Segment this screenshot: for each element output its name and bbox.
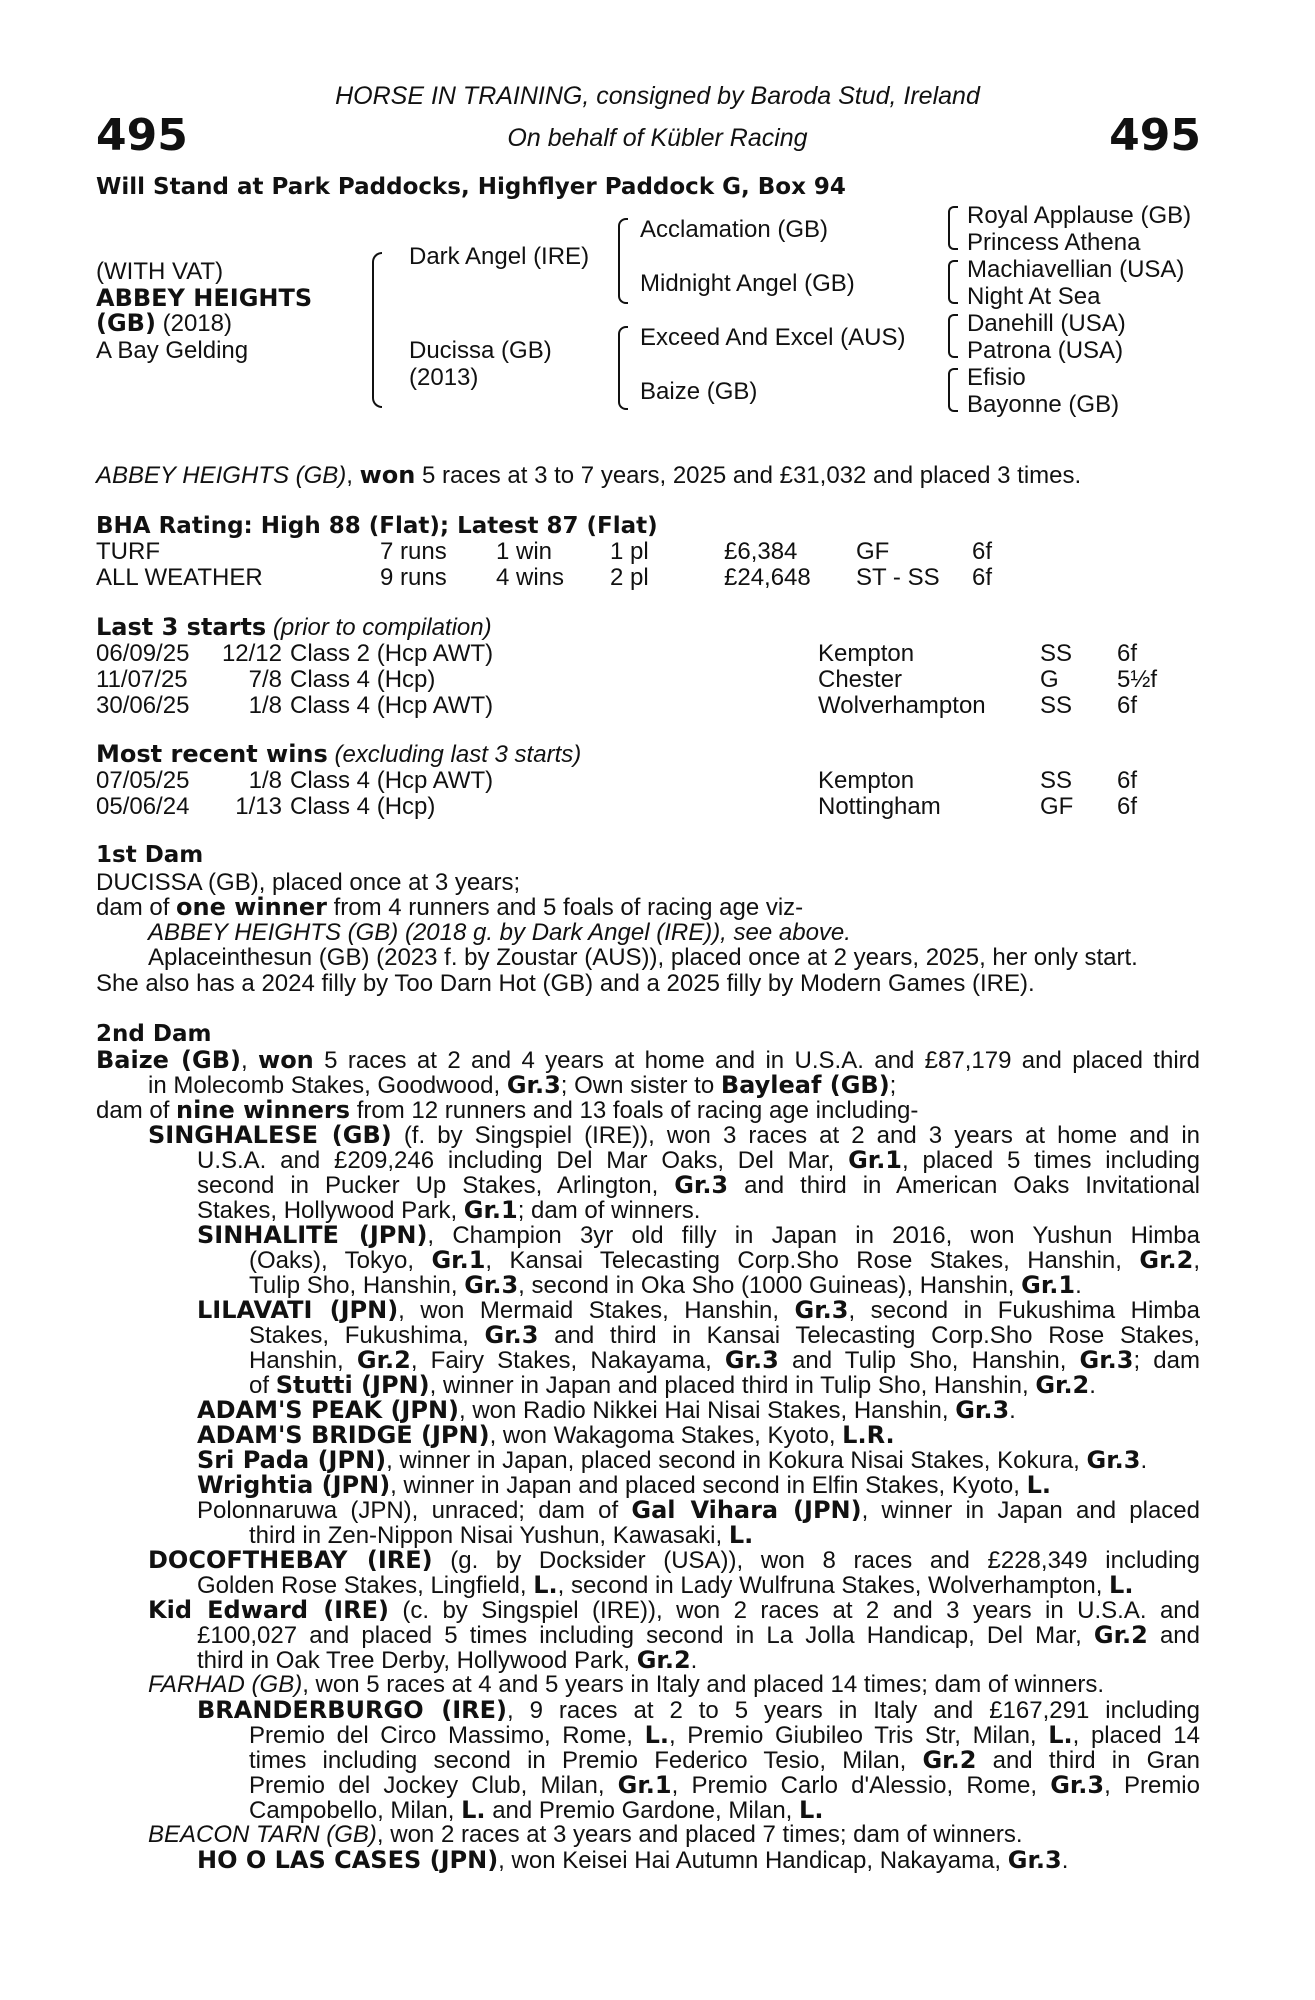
- lil18: Gr.2: [1035, 1371, 1090, 1399]
- ho2: , won Keisei Hai Autumn Handicap, Nakayama,: [498, 1847, 1008, 1874]
- pedigree-ssd: Princess Athena: [967, 229, 1141, 256]
- adams-bridge-line: [197, 1422, 895, 1449]
- pedigree-brace-ds: [948, 314, 958, 358]
- sinhalite-line1: [197, 1222, 1200, 1249]
- pedigree-dam-sire: Exceed And Excel (AUS): [640, 324, 906, 351]
- pedigree-brace-ss: [948, 206, 958, 250]
- sri-pada-name: Sri Pada (JPN): [197, 1446, 387, 1474]
- lil8: Hanshin,: [249, 1347, 357, 1374]
- race-summary: ABBEY HEIGHTS (GB), won 5 races at 3 to 7 years, 2025 and £31,032 and placed 3 times.: [96, 461, 1082, 489]
- bha-wins-cell: 1 win: [496, 538, 553, 565]
- bha-runs-cell: 7 runs: [380, 538, 447, 565]
- bha-dist-cell: 6f: [972, 538, 993, 565]
- lilavati-line1: [197, 1297, 1200, 1324]
- farhad-line: [148, 1672, 1104, 1698]
- pedigree-brace-sd: [948, 260, 958, 304]
- kid8: .: [690, 1647, 698, 1674]
- last3-date-cell: 11/07/25: [96, 666, 188, 693]
- sinh9: Gr.3: [464, 1271, 519, 1299]
- dam2-b3: ; Own sister to: [560, 1072, 721, 1099]
- last3-pos-cell: 7/8: [248, 666, 282, 693]
- dam2-line-a: [96, 1047, 1200, 1074]
- pedigree-brace-dd: [948, 368, 958, 412]
- sinhalite-line2: [249, 1247, 1200, 1274]
- kid-edward-line2: [197, 1622, 1200, 1649]
- dam1-line3: ABBEY HEIGHTS (GB) (2018 g. by Dark Angel (IRE)), see above.: [148, 919, 851, 946]
- br12: Gr.1: [617, 1771, 672, 1799]
- branderburgo-line5: [249, 1797, 823, 1824]
- recent-course-cell: Nottingham: [818, 793, 941, 820]
- kid-edward-line1: [148, 1597, 1200, 1624]
- br5: , Premio Giubileo Tris Str, Milan,: [669, 1722, 1049, 1749]
- recent-cls-cell: Class 4 (Hcp): [290, 793, 436, 820]
- lil5: Stakes, Fukushima,: [249, 1322, 485, 1349]
- ho-o-las-cases-line: [197, 1847, 1068, 1874]
- ap4: .: [1009, 1397, 1016, 1424]
- bha-wins-cell: 4 wins: [496, 564, 565, 591]
- sing5: , placed 5 times including: [902, 1147, 1200, 1174]
- summary-horse-name: ABBEY HEIGHTS (GB): [96, 462, 347, 489]
- lil10: , Fairy Stakes, Nakayama,: [410, 1347, 725, 1374]
- sinh10: , second in Oka Sho (1000 Guineas), Hanshin,: [518, 1272, 1022, 1299]
- bha-dist-cell: 6f: [972, 564, 993, 591]
- dam2-b2: Gr.3: [506, 1071, 561, 1099]
- last3-course-cell: Wolverhampton: [818, 692, 986, 719]
- po5: L.: [728, 1521, 754, 1549]
- recent-pos-cell: 1/13: [235, 793, 282, 820]
- horse-year: (2018): [155, 310, 232, 337]
- bha-money-cell: £6,384: [724, 538, 798, 565]
- recent-date-cell: 07/05/25: [96, 767, 190, 794]
- pedigree-brace-sire: [618, 218, 628, 304]
- lil9: Gr.2: [356, 1346, 411, 1374]
- dam2-a2: ,: [240, 1047, 259, 1074]
- br17: L.: [461, 1796, 486, 1824]
- sinh11: Gr.1: [1021, 1271, 1076, 1299]
- branderburgo-line3: [249, 1747, 1200, 1774]
- br19: L.: [799, 1796, 824, 1824]
- kid2: (c. by Singspiel (IRE)), won 2 races at 2 and 3 years in U.S.A. and: [388, 1597, 1200, 1624]
- sp2: , winner in Japan, placed second in Kokura Nisai Stakes, Kokura,: [386, 1447, 1087, 1474]
- lilavati-line4: [249, 1372, 1096, 1399]
- pedigree-brace-main: [372, 252, 382, 408]
- singhalese-line1: [148, 1122, 1200, 1149]
- kid3: £100,027 and placed 5 times including second in La Jolla Handicap, Del Mar,: [197, 1622, 1094, 1649]
- dam2-line-c: [96, 1097, 918, 1124]
- dam1-winners: one winner: [176, 893, 327, 921]
- po1: Polonnaruwa (JPN), unraced; dam of: [197, 1497, 632, 1524]
- br11: Premio del Jockey Club, Milan,: [249, 1772, 618, 1799]
- doc3: Golden Rose Stakes, Lingfield,: [197, 1572, 534, 1599]
- last3-going-cell: SS: [1040, 640, 1073, 667]
- wr3: L.: [1026, 1471, 1051, 1499]
- last3-cls-cell: Class 4 (Hcp): [290, 666, 436, 693]
- recent-dist-cell: 6f: [1117, 793, 1138, 820]
- bha-going-cell: ST - SS: [856, 564, 940, 591]
- wrightia-line: [197, 1472, 1051, 1499]
- recent-title: Most recent wins: [96, 740, 328, 768]
- lil19: .: [1089, 1372, 1096, 1399]
- stutti-name: Stutti (JPN): [275, 1371, 430, 1399]
- pedigree-sire: Dark Angel (IRE): [409, 243, 590, 270]
- sing11: ; dam of winners.: [517, 1197, 701, 1224]
- pedigree-dss: Danehill (USA): [967, 310, 1126, 337]
- sinh8: Tulip Sho, Hanshin,: [249, 1272, 465, 1299]
- br7: , placed 14: [1072, 1722, 1200, 1749]
- consignor-line: HORSE IN TRAINING, consigned by Baroda Stud, Ireland: [335, 82, 980, 110]
- dam2-c3: from 12 runners and 13 foals of racing age including-: [350, 1097, 919, 1124]
- gal-vihara-name: Gal Vihara (JPN): [631, 1496, 862, 1524]
- lil12: and Tulip Sho, Hanshin,: [778, 1347, 1080, 1374]
- last3-dist-cell: 6f: [1117, 692, 1138, 719]
- last3-date-cell: 30/06/25: [96, 692, 190, 719]
- last3-course-cell: Chester: [818, 666, 903, 693]
- sing2: (f. by Singspiel (IRE)), won 3 races at 2 and 3 years at home and in: [391, 1122, 1201, 1149]
- sp4: .: [1140, 1447, 1148, 1474]
- ho3: Gr.3: [1007, 1846, 1062, 1874]
- bha-pl-cell: 2 pl: [610, 564, 649, 591]
- last3-pos-cell: 12/12: [221, 640, 282, 667]
- dam1-title: 1st Dam: [96, 842, 204, 868]
- pedigree-sdd: Night At Sea: [967, 283, 1101, 310]
- horse-name: ABBEY HEIGHTS: [96, 284, 313, 312]
- dam1-l2a: dam of: [96, 894, 177, 921]
- dam2-a4: 5 races at 2 and 4 years at home and in U.S.A. and £87,179 and placed third: [313, 1047, 1200, 1074]
- lil6: Gr.3: [484, 1321, 539, 1349]
- docofthebay-line2: [197, 1572, 1133, 1599]
- summary-won: won: [359, 461, 416, 489]
- kid4: Gr.2: [1093, 1621, 1148, 1649]
- dam1-line4: Aplaceinthesun (GB) (2023 f. by Zoustar (AUS)), placed once at 2 years, 2025, her only start.: [148, 944, 1138, 971]
- wrightia-name: Wrightia (JPN): [197, 1471, 391, 1499]
- last3-dist-cell: 5½f: [1117, 666, 1158, 693]
- adams-peak-name: ADAM'S PEAK (JPN): [197, 1396, 459, 1424]
- bha-pl-cell: 1 pl: [610, 538, 649, 565]
- dam2-nine-winners: nine winners: [176, 1096, 351, 1124]
- sing6: second in Pucker Up Stakes, Arlington,: [197, 1172, 675, 1199]
- br14: Gr.3: [1050, 1771, 1105, 1799]
- last3-title: Last 3 starts: [96, 613, 267, 641]
- pedigree-dam: Ducissa (GB): [409, 337, 552, 364]
- singhalese-line3: [197, 1172, 1200, 1199]
- bha-rating-title: BHA Rating: High 88 (Flat); Latest 87 (Flat): [96, 513, 658, 539]
- pedigree-dam-year: (2013): [409, 364, 479, 391]
- sinh4: Gr.1: [431, 1246, 486, 1274]
- dam2-title: 2nd Dam: [96, 1021, 212, 1047]
- singhalese-name: SINGHALESE (GB): [148, 1121, 392, 1149]
- wr2: , winner in Japan and placed second in Elfin Stakes, Kyoto,: [390, 1472, 1027, 1499]
- docofthebay-line1: [148, 1547, 1200, 1574]
- sinh5: , Kansai Telecasting Corp.Sho Rose Stakes, Hanshin,: [485, 1247, 1140, 1274]
- br8: times including second in Premio Federico Tesio, Milan,: [249, 1747, 923, 1774]
- doc4: L.: [533, 1571, 558, 1599]
- recent-pos-cell: 1/8: [248, 767, 282, 794]
- lil4: , second in Fukushima Himba: [848, 1297, 1200, 1324]
- bt2: , won 2 races at 3 years and placed 7 times; dam of winners.: [376, 1821, 1023, 1848]
- br6: L.: [1048, 1721, 1073, 1749]
- horse-origin: [96, 310, 232, 337]
- sing10: Gr.1: [463, 1196, 518, 1224]
- ho-o-las-cases-name: HO O LAS CASES (JPN): [197, 1846, 499, 1874]
- last3-date-cell: 06/09/25: [96, 640, 190, 667]
- pedigree-sire-dam: Midnight Angel (GB): [640, 270, 855, 297]
- recent-going-cell: SS: [1040, 767, 1073, 794]
- recent-date-cell: 05/06/24: [96, 793, 190, 820]
- kid-edward-line3: [197, 1647, 697, 1674]
- far2: , won 5 races at 4 and 5 years in Italy and placed 14 times; dam of winners.: [302, 1671, 1104, 1698]
- last3-course-cell: Kempton: [818, 640, 915, 667]
- bha-going-cell: GF: [856, 538, 890, 565]
- recent-going-cell: GF: [1040, 793, 1074, 820]
- doc6: L.: [1109, 1571, 1134, 1599]
- horse-suffix: (GB): [96, 309, 156, 337]
- bha-money-cell: £24,648: [724, 564, 811, 591]
- sing7: Gr.3: [674, 1171, 729, 1199]
- dam2-b1: in Molecomb Stakes, Goodwood,: [148, 1072, 507, 1099]
- last3-note: (prior to compilation): [266, 614, 492, 641]
- br9: Gr.2: [922, 1746, 977, 1774]
- br10: and third in Gran: [976, 1747, 1200, 1774]
- last3-cls-cell: Class 2 (Hcp AWT): [290, 640, 494, 667]
- pedigree-sss: Royal Applause (GB): [967, 202, 1192, 229]
- branderburgo-line1: [197, 1697, 1200, 1724]
- farhad-name: FARHAD (GB): [148, 1671, 303, 1698]
- singhalese-line2: [197, 1147, 1200, 1174]
- sinhalite-name: SINHALITE (JPN): [197, 1221, 428, 1249]
- recent-cls-cell: Class 4 (Hcp AWT): [290, 767, 494, 794]
- recent-dist-cell: 6f: [1117, 767, 1138, 794]
- vat-note: (WITH VAT): [96, 258, 224, 285]
- last3-pos-cell: 1/8: [248, 692, 282, 719]
- docofthebay-name: DOCOFTHEBAY (IRE): [148, 1546, 433, 1574]
- behalf-line: On behalf of Kübler Racing: [507, 124, 808, 152]
- dam2-b5: ;: [889, 1072, 897, 1099]
- br2: , 9 races at 2 to 5 years in Italy and £167,291 including: [506, 1697, 1200, 1724]
- lil13: Gr.3: [1079, 1346, 1134, 1374]
- beacon-tarn-line: [148, 1822, 1023, 1848]
- br3: Premio del Circo Massimo, Rome,: [249, 1722, 645, 1749]
- recent-heading: [96, 741, 581, 768]
- pedigree-brace-dam: [618, 326, 628, 410]
- last3-going-cell: G: [1040, 666, 1059, 693]
- lilavati-name: LILAVATI (JPN): [197, 1296, 399, 1324]
- last3-cls-cell: Class 4 (Hcp AWT): [290, 692, 494, 719]
- sinh12: .: [1075, 1272, 1082, 1299]
- br16: Campobello, Milan,: [249, 1797, 462, 1824]
- bha-runs-cell: 9 runs: [380, 564, 447, 591]
- pedigree-dam-dam: Baize (GB): [640, 378, 758, 405]
- ho4: .: [1061, 1847, 1069, 1874]
- branderburgo-name: BRANDERBURGO (IRE): [197, 1696, 507, 1724]
- last3-heading: [96, 614, 492, 641]
- last3-dist-cell: 6f: [1117, 640, 1138, 667]
- sing4: Gr.1: [848, 1146, 903, 1174]
- lil2: , won Mermaid Stakes, Hanshin,: [398, 1297, 795, 1324]
- ap2: , won Radio Nikkei Hai Nisai Stakes, Hanshin,: [459, 1397, 956, 1424]
- polonnaruwa-line2: [249, 1522, 753, 1549]
- pedigree-sire-sire: Acclamation (GB): [640, 216, 829, 243]
- dam1-line5: She also has a 2024 filly by Too Darn Hot (GB) and a 2025 filly by Modern Games (IRE).: [96, 970, 1035, 997]
- lot-number-left: 495: [96, 110, 188, 161]
- br4: L.: [644, 1721, 669, 1749]
- kid6: third in Oak Tree Derby, Hollywood Park,: [197, 1647, 637, 1674]
- sing3: U.S.A. and £209,246 including Del Mar Oaks, Del Mar,: [197, 1147, 849, 1174]
- dam2-baize: Baize (GB): [96, 1046, 241, 1074]
- br18: and Premio Gardone, Milan,: [485, 1797, 800, 1824]
- polonnaruwa-line1: [197, 1497, 1200, 1524]
- sing8: and third in American Oaks Invitational: [728, 1172, 1200, 1199]
- lilavati-line3: [249, 1347, 1200, 1374]
- dam1-line2: [96, 894, 803, 921]
- pedigree-sds: Machiavellian (USA): [967, 256, 1185, 283]
- lil11: Gr.3: [724, 1346, 779, 1374]
- dam1-line1: DUCISSA (GB), placed once at 3 years;: [96, 869, 521, 896]
- dam2-won: won: [258, 1046, 314, 1074]
- br13: , Premio Carlo d'Alessio, Rome,: [671, 1772, 1051, 1799]
- branderburgo-line2: [249, 1722, 1200, 1749]
- horse-description: A Bay Gelding: [96, 337, 249, 364]
- recent-note: (excluding last 3 starts): [327, 741, 582, 768]
- lil7: and third in Kansai Telecasting Corp.Sho Rose Stakes,: [538, 1322, 1200, 1349]
- kid-edward-name: Kid Edward (IRE): [148, 1596, 389, 1624]
- sri-pada-line: [197, 1447, 1147, 1474]
- summary-text: 5 races at 3 to 7 years, 2025 and £31,032 and placed 3 times.: [415, 462, 1082, 489]
- doc2: (g. by Docksider (USA)), won 8 races and £228,349 including: [432, 1547, 1200, 1574]
- adams-peak-line: [197, 1397, 1016, 1424]
- sp3: Gr.3: [1086, 1446, 1141, 1474]
- sinh2: , Champion 3yr old filly in Japan in 2016, won Yushun Himba: [427, 1222, 1200, 1249]
- kid7: Gr.2: [636, 1646, 691, 1674]
- pedigree-ddd: Bayonne (GB): [967, 391, 1120, 418]
- last3-going-cell: SS: [1040, 692, 1073, 719]
- singhalese-line4: [197, 1197, 700, 1224]
- lil15: of: [249, 1372, 276, 1399]
- sinh7: ,: [1193, 1247, 1200, 1274]
- lil17: , winner in Japan and placed third in Tulip Sho, Hanshin,: [429, 1372, 1036, 1399]
- pedigree-dsd: Patrona (USA): [967, 337, 1124, 364]
- po3: , winner in Japan and placed: [861, 1497, 1201, 1524]
- lil14: ; dam: [1133, 1347, 1200, 1374]
- recent-course-cell: Kempton: [818, 767, 915, 794]
- br15: , Premio: [1104, 1772, 1200, 1799]
- sinhalite-line3: [249, 1272, 1082, 1299]
- dam2-line-b: [148, 1072, 896, 1099]
- bha-surface-cell: TURF: [96, 538, 160, 565]
- sinh3: (Oaks), Tokyo,: [249, 1247, 432, 1274]
- ab2: , won Wakagoma Stakes, Kyoto,: [489, 1422, 843, 1449]
- ap3: Gr.3: [955, 1396, 1010, 1424]
- stand-location: Will Stand at Park Paddocks, Highflyer Paddock G, Box 94: [96, 174, 846, 200]
- pedigree-dds: Efisio: [967, 364, 1026, 391]
- doc5: , second in Lady Wulfruna Stakes, Wolverhampton,: [557, 1572, 1110, 1599]
- beacon-tarn-name: BEACON TARN (GB): [148, 1821, 377, 1848]
- dam2-c1: dam of: [96, 1097, 177, 1124]
- sing9: Stakes, Hollywood Park,: [197, 1197, 464, 1224]
- lot-number-right: 495: [1109, 110, 1201, 161]
- branderburgo-line4: [249, 1772, 1200, 1799]
- ab3: L.R.: [842, 1421, 895, 1449]
- dam1-l2c: from 4 runners and 5 foals of racing age viz-: [326, 894, 804, 921]
- kid5: and: [1147, 1622, 1201, 1649]
- lil3: Gr.3: [794, 1296, 849, 1324]
- dam2-bayleaf: Bayleaf (GB): [720, 1071, 890, 1099]
- po4: third in Zen-Nippon Nisai Yushun, Kawasaki,: [249, 1522, 729, 1549]
- sinh6: Gr.2: [1139, 1246, 1194, 1274]
- bha-surface-cell: ALL WEATHER: [96, 564, 263, 591]
- adams-bridge-name: ADAM'S BRIDGE (JPN): [197, 1421, 490, 1449]
- lilavati-line2: [249, 1322, 1200, 1349]
